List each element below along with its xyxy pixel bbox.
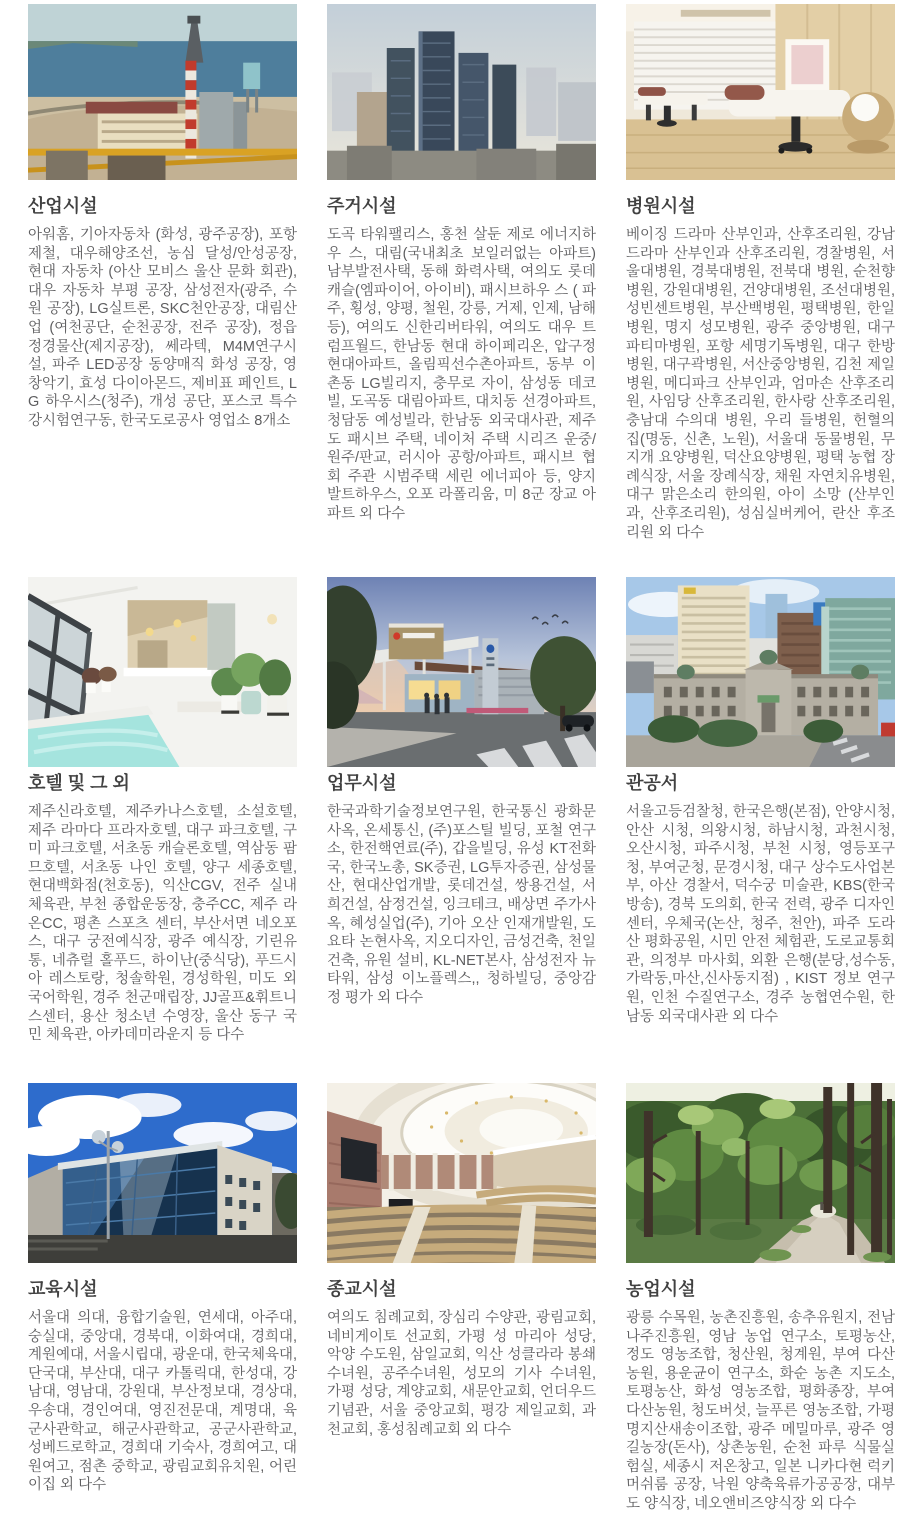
section-title-hospital: 병원시설 <box>626 196 696 216</box>
section-title-industrial: 산업시설 <box>28 196 98 216</box>
section-body-hotel: 제주신라호텔, 제주카나스호텔, 소설호텔, 제주 라마다 프라자호텔, 대구 파크호텔, 구미 파크호텔, 서초동 캐슬론호텔, 역삼동 팜므호텔, 서초동 나인 호텔, 양구 세종호텔, 현대백화점(천호동), 익산CGV, 전주 실내체육관, 부천 종합운동장, 충주CC, 제주 라온CC, 평촌 스포츠 센터, 부산서면 네오포스, 대구 궁전예식장, 광주 예식장, 기린유통, 네츄럴 홀푸드, 하이난(중식당), 푸드시아 레스토랑, 청솔학원, 경성학원, 미도 외국어학원, 경주 천군매립장, JJ골프&휘트니스센터, 용산 청소년 수영장, 울산 동구 국민 체육관, 아카데미라운지 등 다수 <box>28 804 297 1044</box>
section-body-residential: 도곡 타워팰리스, 홍천 살둔 제로 에너지하우 스, 대림(국내최초 보일러없는 아파트) 남부발전사택, 동해 화력사택, 여의도 롯데캐슬(엠파이어, 아이비), 패시브하우 스 ( 파주, 횡성, 양평, 철원, 강릉, 거제, 인제, 남해 등), 여의도 신한리버타워, 여의도 대우 트럼프월드, 한남동 현대 하이페리온, 압구정 현대아파트, 올림픽선수촌아파트, 동부 이촌동 LG빌리지, 충무로 자이, 삼성동 데코빌, 도곡동 대림아파트, 대치동 선경아파트, 청담동 예성빌라, 한남동 외국대사관, 제주도 패시브 주택, 네이처 주택 시리즈 운중/원주/판교, 러시아 공항/아파트, 패시브 협회 주관 시범주택 세린 에너피아 등, 양지 발트하우스, 오포 라폴리움, 미 8군 장교 아파트 외 다수 <box>327 227 596 522</box>
hotel-pool-photo <box>28 577 297 767</box>
section-body-office: 한국과학기술정보연구원, 한국통신 광화문사옥, 온세통신, (주)포스틸 빌딩, 포철 연구소, 한전핵연료(주), 갑을빌딩, 유성 KT전화국, 한국노총, SK증권, LG투자증권, 삼성물산, 현대산업개발, 롯데건설, 쌍용건설, 서희건설, 삼정건설, 잉크테크, 배상면 주가사옥, 혜성실업(주), 기아 오산 인재개발원, 도요타 논현사옥, 지오디자인, 금성건축, 천일건축, 유원 설비, KL-NET본사, 삼성전자 뉴타워, 삼성 이노플렉스,, 청하빌딩, 중앙감정 평가 외 다수 <box>327 804 596 1006</box>
residential-skyline-photo <box>327 4 596 180</box>
section-body-religious: 여의도 침례교회, 장심리 수양관, 광림교회, 네비게이토 선교회, 가평 성 마리아 성당, 악양 수도원, 삼일교회, 익산 성클라라 봉쇄수녀원, 공주수녀원, 성모의 기사 수녀원, 가평 성당, 계양교회, 새문안교회, 언더우드 기념관, 서울 중앙교회, 평강 제일교회, 과천교회, 홍성침례교회 외 다수 <box>327 1310 596 1438</box>
section-title-agricultural: 농업시설 <box>626 1279 696 1299</box>
facility-section-education <box>28 1083 297 1514</box>
section-body-government: 서울고등검찰청, 한국은행(본점), 안양시청, 안산 시청, 의왕시청, 하남시청, 과천시청, 오산시청, 파주시청, 부천 시청, 영등포구청, 부여군청, 문경시청, 대구 상수도사업본부, 아산 경찰서, 덕수궁 미술관, KBS(한국방송), 경북 도의회, 한국 전력, 광주 디자인센터, 우체국(논산, 청주, 천안), 파주 도라산 평화공원, 시민 안전 체험관, 도로교통회관, 의정부 마사회, 외환 은행(분당,성수동,가락동,마산,신사동지점) , KIST 정보 연구원, 인천 수질연구소, 경주 농협연수원, 한남동 외국대사관 외 다수 <box>626 804 895 1025</box>
facility-section-government <box>626 577 895 1083</box>
education-building-photo <box>28 1083 297 1263</box>
facility-section-residential <box>327 4 596 577</box>
office-rendering-photo <box>327 577 596 767</box>
section-title-education: 교육시설 <box>28 1279 98 1299</box>
facility-section-office <box>327 577 596 1083</box>
section-title-religious: 종교시설 <box>327 1279 397 1299</box>
facility-section-agricultural <box>626 1083 895 1514</box>
agricultural-forest-photo <box>626 1083 895 1263</box>
facility-section-hotel <box>28 577 297 1083</box>
section-title-government: 관공서 <box>626 773 679 793</box>
hospital-room-photo <box>626 4 895 180</box>
section-body-hospital: 베이징 드라마 산부인과, 산후조리원, 강남 드라마 산부인과 산후조리원, 경찰병원, 서울대병원, 경북대병원, 전북대 병원, 순천향병원, 강원대병원, 건양대병원, 조선대병원, 성빈센트병원, 부산백병원, 평택병원, 한일병원, 명지 성모병원, 광주 중앙병원, 대구 파티마병원, 포항 세명기독병원, 대구 한방 병원, 대구곽병원, 서산중앙병원, 김천 제일병원, 메디파크 산부인과, 엄마손 산후조리원, 사임당 산후조리원, 한사랑 산후조리원, 충남대 수의대 병원, 우리 들병원, 헌혈의 집(명동, 신촌, 노원), 서울대 동물병원, 무지개 요양병원, 덕산요양병원, 평택 농협 장례식장, 서울 장례식장, 채원 자연치유병원, 대구 맑은소리 한의원, 아이 소망 (산부인과, 산후조리원), 성심실버케어, 란산 후조리원 외 다수 <box>626 227 895 541</box>
facility-section-religious <box>327 1083 596 1514</box>
government-buildings-photo <box>626 577 895 767</box>
section-title-hotel: 호텔 및 그 외 <box>28 773 130 793</box>
section-title-residential: 주거시설 <box>327 196 397 216</box>
industrial-plant-photo <box>28 4 297 180</box>
section-body-education: 서울대 의대, 융합기술원, 연세대, 아주대, 숭실대, 중앙대, 경북대, 이화여대, 경희대, 계원예대, 서울시립대, 광운대, 한국체육대, 단국대, 부산대, 대구 카톨릭대, 한성대, 강남대, 영남대, 강원대, 부산정보대, 경상대, 우송대, 경인여대, 영진전문대, 계명대, 육군사관학교, 해군사관학교, 공군사관학교, 성베드로학교, 경희대 기숙사, 경희여고, 대원여고, 점촌 중학교, 광림교회유치원, 어린이집 외 다수 <box>28 1310 297 1494</box>
section-body-agricultural: 광릉 수목원, 농촌진흥원, 송추유원지, 전남 나주진흥원, 영남 농업 연구소, 토평농산, 정도 영농조합, 청산원, 청계원, 부여 다산농원, 용운균이 연구소, 화순 농촌 지도소, 토평농산, 화성 영농조합, 평화종장, 부여 다산농원, 청도버섯, 늘푸른 영농조합, 가평 명지산새송이조합, 광주 메밀마루, 광주 영길농장(돈사), 상촌농원, 순천 파루 식물실험실, 세종시 저온창고, 일본 니카다현 럭키머쉬룸 공장, 낙원 양축육류가공공장, 대부도 양식장, 네오앤비즈양식장 외 다수 <box>626 1310 895 1512</box>
religious-auditorium-photo <box>327 1083 596 1263</box>
section-body-industrial: 아워홈, 기아자동차 (화성, 광주공장), 포항제철, 대우해양조선, 농심 달성/안성공장, 현대 자동차 (아산 모비스 울산 문화 회관), 대우 자동차 부평 공장, 삼성전자(광주, 수원 공장), LG실트론, SKC천안공장, 대림산업 (여천공단, 순천공장, 전주 공장), 정읍 정경물산(제지공장), 쎄라텍, M4M연구시설, 파주 LED공장 동양매직 화성 공장, 영창악기, 효성 다이아몬드, 제비표 페인트, LG 하우시스(청주), 개성 공단, 포스코 특수강시험연구동, 한국도로공사 영업소 8개소 <box>28 227 297 429</box>
facility-section-hospital <box>626 4 895 577</box>
facility-section-industrial <box>28 4 297 577</box>
section-title-office: 업무시설 <box>327 773 397 793</box>
